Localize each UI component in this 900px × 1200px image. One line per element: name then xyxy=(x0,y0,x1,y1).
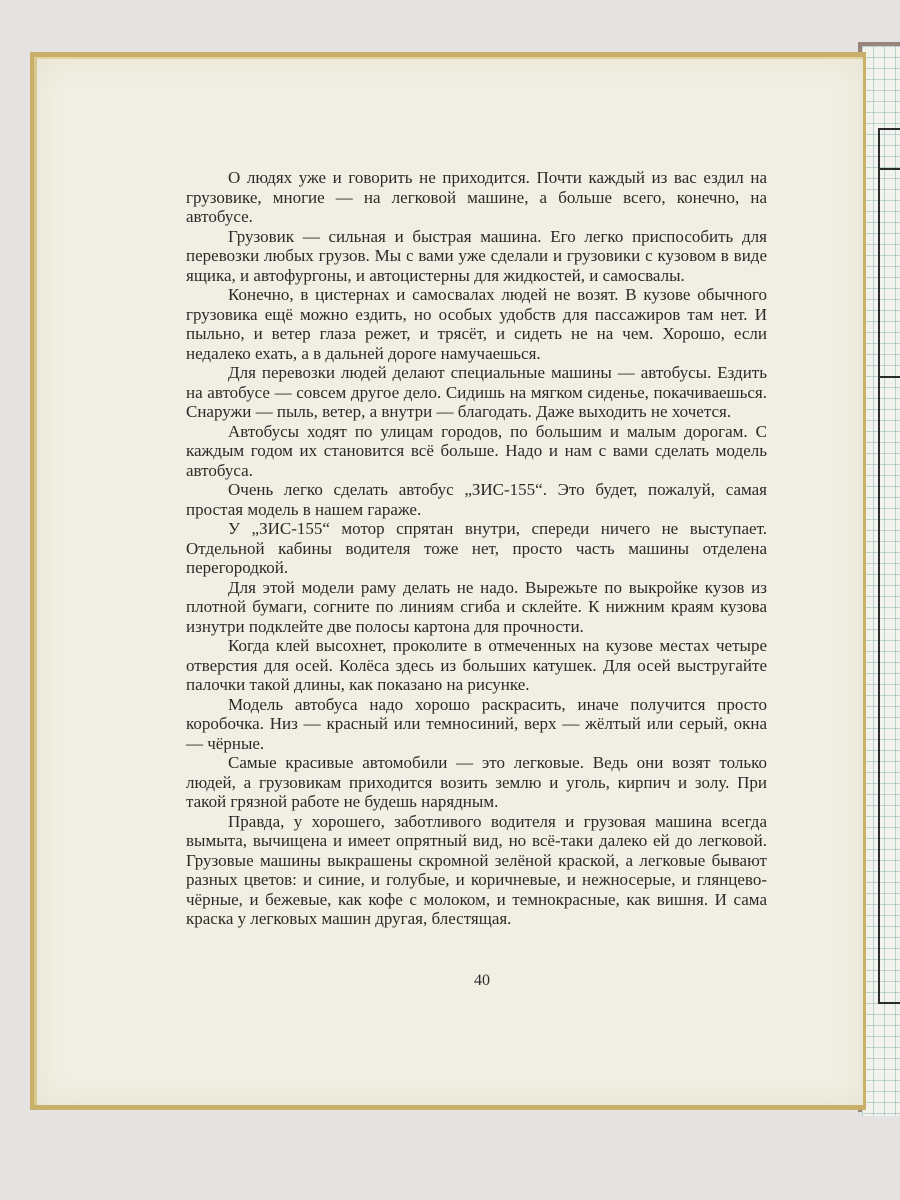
paragraph: Грузовик — сильная и быстрая машина. Его легко приспособить для перевозки любых грузов. Мы с вами уже сделали и грузовики с кузовом в виде ящика, и автофургоны, и автоцистерны для жидкостей, и самосвалы. xyxy=(186,226,767,285)
page-number: 40 xyxy=(474,972,490,989)
paragraph: Правда, у хорошего, заботливого водителя и грузовая машина всегда вымыта, вычищена и имеет опрятный вид, но всё-таки далеко ей до легковой. Грузовые машины выкрашены скромной зелёной краской, а легковые бывают разных цветов: и синие, и голубые, и коричневые, и нежносерые, и глянцево-чёрные, и бежевые, как кофе с молоком, и темнокрасные, как вишня. И сама краска у легковых машин другая, блестящая. xyxy=(186,811,767,928)
paragraph: У „ЗИС-155“ мотор спрятан внутри, спереди ничего не выступает. Отдельной кабины водителя тоже нет, просто часть машины отделена перегородкой. xyxy=(186,519,767,577)
paragraph: Для перевозки людей делают специальные машины — автобусы. Ездить на автобусе — совсем другое дело. Сидишь на мягком сиденье, покачиваешься. Снаружи — пыль, ветер, а внутри — благодать. Даже выходить не хочется. xyxy=(186,363,767,421)
facing-page-drawing-frame xyxy=(878,128,900,1004)
paragraph: Когда клей высохнет, проколите в отмеченных на кузове местах четыре отверстия для осей. Колёса здесь из больших катушек. Для осей выстругайте палочки такой длины, как показано на рисунке. xyxy=(186,636,767,694)
paragraph: Для этой модели раму делать не надо. Вырежьте по выкройке кузов из плотной бумаги, согните по линиям сгиба и склейте. К нижним краям кузова изнутри подклейте две полосы картона для прочности. xyxy=(186,577,767,636)
paragraph: Модель автобуса надо хорошо раскрасить, иначе получится просто коробочка. Низ — красный или темносиний, верх — жёлтый или серый, окна — чёрные. xyxy=(186,694,767,753)
facing-page-line xyxy=(878,168,900,170)
paragraph: О людях уже и говорить не приходится. Почти каждый из вас ездил на грузовике, многие — на легковой машине, а больше всего, конечно, на автобусе. xyxy=(186,168,767,226)
paragraph: Конечно, в цистернах и самосвалах людей не возят. В кузове обычного грузовика ещё можно ездить, но особых удобств для пассажиров там нет. И пыльно, и ветер глаза режет, и трясёт, и сидеть не на чем. Хорошо, если недалеко ехать, а в дальней дороге намучаешься. xyxy=(186,285,767,363)
body-text xyxy=(186,168,767,929)
paragraph: Очень легко сделать автобус „ЗИС-155“. Это будет, пожалуй, самая простая модель в нашем гараже. xyxy=(186,480,767,519)
paragraph: Самые красивые автомобили — это легковые. Ведь они возят только людей, а грузовикам приходится возить землю и уголь, кирпич и золу. При такой грязной работе не будешь нарядным. xyxy=(186,753,767,811)
paragraph: Автобусы ходят по улицам городов, по большим и малым дорогам. С каждым годом их становится всё больше. Надо и нам с вами сделать модель автобуса. xyxy=(186,421,767,480)
facing-page-line xyxy=(878,376,900,378)
